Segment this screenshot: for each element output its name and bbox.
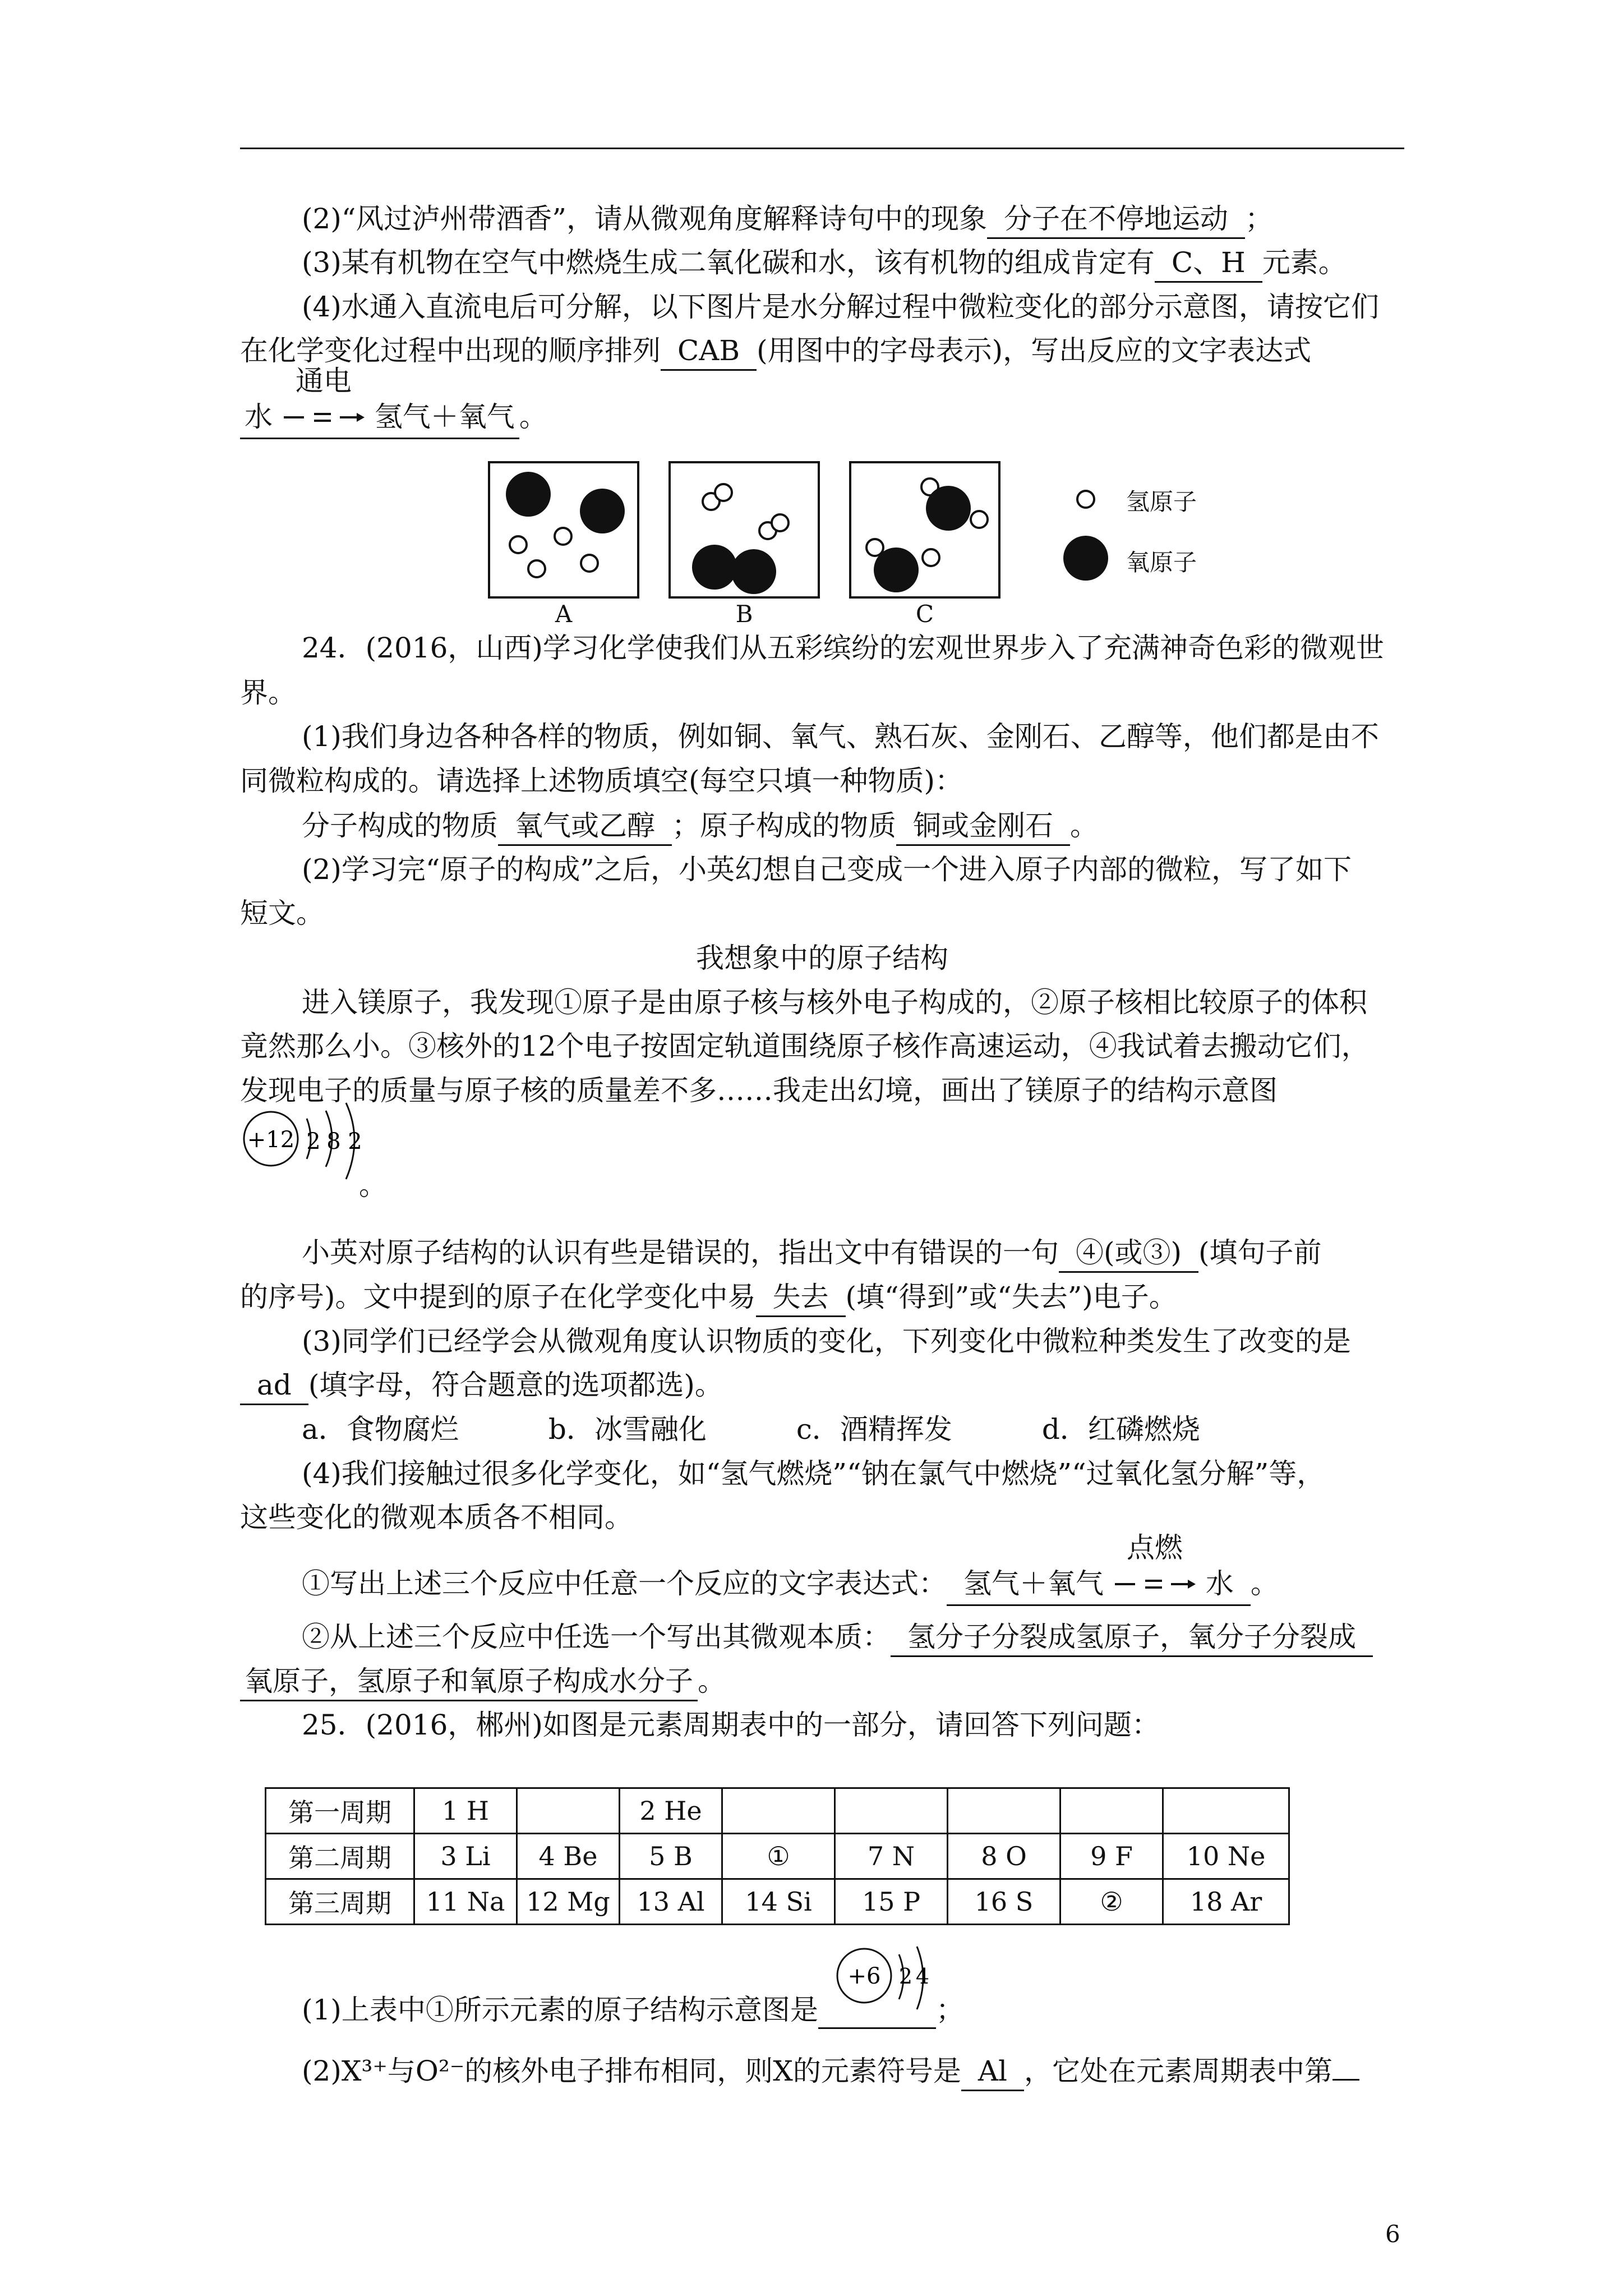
element-cell: ①: [722, 1834, 835, 1879]
c-shell-2: 4: [915, 1964, 929, 1989]
answer-blank-continued: [1332, 2079, 1359, 2081]
element-cell: 18 Ar: [1163, 1879, 1289, 1925]
q24-part2-line2: 短文。: [240, 897, 324, 930]
q24-part2-question-cont: 的序号)。文中提到的原子在化学变化中易 失去 (填“得到”或“失去”)电子。: [240, 1277, 1404, 1317]
reaction-condition: 通电: [295, 365, 352, 397]
q23-part2: (2)“风过泸州带酒香”，请从微观角度解释诗句中的现象 分子在不停地运动 ；: [240, 199, 1466, 239]
oxygen-atom-icon: [1063, 536, 1108, 581]
equation-answer: 氢气＋氧气 点燃 水: [947, 1565, 1251, 1606]
element-cell: [1061, 1788, 1163, 1834]
option-a: a．食物腐烂: [302, 1413, 459, 1446]
essay-line3: 发现电子的质量与原子核的质量差不多……我走出幻境，画出了镁原子的结构示意图: [240, 1074, 1278, 1107]
diagram-label-a: A: [555, 600, 573, 628]
q24-stem-line2: 界。: [240, 677, 296, 709]
element-cell: 1 H: [414, 1788, 517, 1834]
element-cell: 7 N: [835, 1834, 948, 1879]
answer-blank: CAB: [661, 332, 757, 371]
element-cell: [948, 1788, 1061, 1834]
element-cell: 15 P: [835, 1879, 948, 1925]
q24-part4-line1: (4)我们接触过很多化学变化，如“氢气燃烧”“钠在氯气中燃烧”“过氧化氢分解”等，: [302, 1457, 1325, 1490]
q24-part4b-line2: 氧原子，氢原子和氧原子构成水分子 。: [240, 1662, 1404, 1701]
element-cell: 10 Ne: [1163, 1834, 1289, 1879]
answer-blank: [818, 1963, 936, 2029]
mg-shell-2: 8: [326, 1129, 341, 1154]
q24-part3-line2: ad (填字母，符合题意的选项都选)。: [240, 1365, 1404, 1405]
q23-part4-line2: 在化学变化过程中出现的顺序排列 CAB (用图中的字母表示)，写出反应的文字表达式: [240, 331, 1404, 371]
reaction-arrow: [1113, 1531, 1197, 1604]
element-cell: 11 Na: [414, 1879, 517, 1925]
answer-blank: 铜或金刚石: [896, 807, 1070, 846]
element-cell: 14 Si: [722, 1879, 835, 1925]
diagram-label-c: C: [915, 600, 934, 628]
q25-stem: 25．(2016，郴州)如图是元素周期表中的一部分，请回答下列问题：: [302, 1709, 1160, 1741]
option-c: c．酒精挥发: [796, 1413, 952, 1446]
q24-part4-line2: 这些变化的微观本质各不相同。: [240, 1501, 633, 1534]
period-label: 第一周期: [266, 1788, 414, 1834]
q24-part4a: ①写出上述三个反应中任意一个反应的文字表达式： 氢气＋氧气 点燃 水 。: [240, 1564, 1466, 1606]
mg-nucleus-charge: +12: [247, 1127, 295, 1153]
element-cell: 9 F: [1061, 1834, 1163, 1879]
reaction-condition: 点燃: [1126, 1531, 1183, 1564]
element-cell: 16 S: [948, 1879, 1061, 1925]
diagram-box-a: [488, 461, 639, 599]
table-row: [266, 1788, 1289, 1834]
answer-blank: Al: [961, 2053, 1024, 2091]
element-cell: ②: [1061, 1879, 1163, 1925]
answer-blank: 氧气或乙醇: [498, 807, 672, 846]
q25-part2: (2)X³⁺与O²⁻的核外电子排布相同，则X的元素符号是 Al ，它处在元素周期表中第: [240, 2051, 1466, 2091]
hydrogen-atom-icon: [1075, 488, 1097, 510]
equation-answer: 水 通电 氢气＋氧气: [240, 398, 519, 439]
q23-equation: 水 通电 氢气＋氧气 。: [240, 397, 1404, 439]
answer-blank: ad: [240, 1366, 308, 1405]
header-rule: [240, 148, 1404, 149]
reaction-arrow: [282, 365, 366, 438]
periodic-table: [265, 1787, 1290, 1925]
element-cell: 8 O: [948, 1834, 1061, 1879]
element-cell: [722, 1788, 835, 1834]
q24-part2-line1: (2)学习完“原子的构成”之后，小英幻想自己变成一个进入原子内部的微粒，写了如下: [302, 853, 1352, 886]
element-cell: [517, 1788, 620, 1834]
diagram-label-b: B: [735, 600, 753, 628]
page-number: 6: [1385, 2220, 1400, 2248]
essay-line2: 竟然那么小。③核外的12个电子按固定轨道围绕原子核作高速运动，④我试着去搬动它们，: [240, 1030, 1370, 1062]
answer-blank: ④(或③): [1059, 1234, 1198, 1273]
q24-part3-line1: (3)同学们已经学会从微观角度认识物质的变化，下列变化中微粒种类发生了改变的是: [302, 1325, 1351, 1358]
element-cell: [835, 1788, 948, 1834]
period-label: 第三周期: [266, 1879, 414, 1925]
answer-blank: 分子在不停地运动: [987, 200, 1245, 239]
magnesium-atom-diagram: [238, 1101, 373, 1196]
mg-shell-3: 2: [348, 1129, 362, 1154]
carbon-atom-diagram: [829, 1930, 930, 2031]
element-cell: 5 B: [620, 1834, 722, 1879]
table-row: [266, 1879, 1289, 1925]
q24-part4b-line1: ②从上述三个反应中任选一个写出其微观本质： 氢分子分裂成氢原子，氧分子分裂成: [240, 1617, 1466, 1657]
legend-oxygen: 氧原子: [1126, 549, 1197, 576]
q24-part1-line1: (1)我们身边各种各样的物质，例如铜、氧气、熟石灰、金刚石、乙醇等，他们都是由不: [302, 720, 1379, 753]
essay-line1: 进入镁原子，我发现①原子是由原子核与核外电子构成的，②原子核相比较原子的体积: [302, 986, 1367, 1019]
q24-part2-question: 小英对原子结构的认识有些是错误的，指出文中有错误的一句 ④(或③) (填句子前: [240, 1233, 1466, 1273]
q24-stem-line1: 24．(2016，山西)学习化学使我们从五彩缤纷的宏观世界步入了充满神奇色彩的微观世: [302, 632, 1384, 664]
element-cell: 2 He: [620, 1788, 722, 1834]
element-cell: 3 Li: [414, 1834, 517, 1879]
q25-part1: (1)上表中①所示元素的原子结构示意图是 +6 2 4 ；: [240, 1990, 1466, 2030]
mg-diagram-end: 。: [359, 1169, 387, 1202]
answer-blank: 氢分子分裂成氢原子，氧分子分裂成: [891, 1618, 1373, 1657]
answer-blank: 失去: [756, 1278, 846, 1317]
q23-part4-line1: (4)水通入直流电后可分解，以下图片是水分解过程中微粒变化的部分示意图，请按它们: [302, 291, 1379, 323]
element-cell: 4 Be: [517, 1834, 620, 1879]
answer-blank: 氧原子，氢原子和氧原子构成水分子: [240, 1663, 698, 1701]
table-row: [266, 1834, 1289, 1879]
diagram-box-c: [849, 461, 1000, 599]
q24-part1-line2: 同微粒构成的。请选择上述物质填空(每空只填一种物质)：: [240, 765, 963, 797]
period-label: 第二周期: [266, 1834, 414, 1879]
element-cell: [1163, 1788, 1289, 1834]
q24-options: [240, 1410, 1466, 1449]
answer-blank: C、H: [1155, 244, 1262, 283]
legend-hydrogen: 氢原子: [1126, 488, 1197, 516]
c-nucleus-charge: +6: [847, 1963, 881, 1989]
essay-title: 我想象中的原子结构: [696, 942, 948, 974]
diagram-box-b: [668, 461, 820, 599]
q23-part3: (3)某有机物在空气中燃烧生成二氧化碳和水，该有机物的组成肯定有 C、H 元素。: [240, 243, 1466, 283]
element-cell: 12 Mg: [517, 1879, 620, 1925]
option-b: b．冰雪融化: [548, 1413, 707, 1446]
element-cell: 13 Al: [620, 1879, 722, 1925]
c-shell-1: 2: [898, 1964, 912, 1989]
q24-part1-answers: 分子构成的物质 氧气或乙醇 ；原子构成的物质 铜或金刚石 。: [240, 806, 1466, 846]
option-d: d．红磷燃烧: [1041, 1413, 1200, 1446]
mg-shell-1: 2: [306, 1129, 321, 1154]
